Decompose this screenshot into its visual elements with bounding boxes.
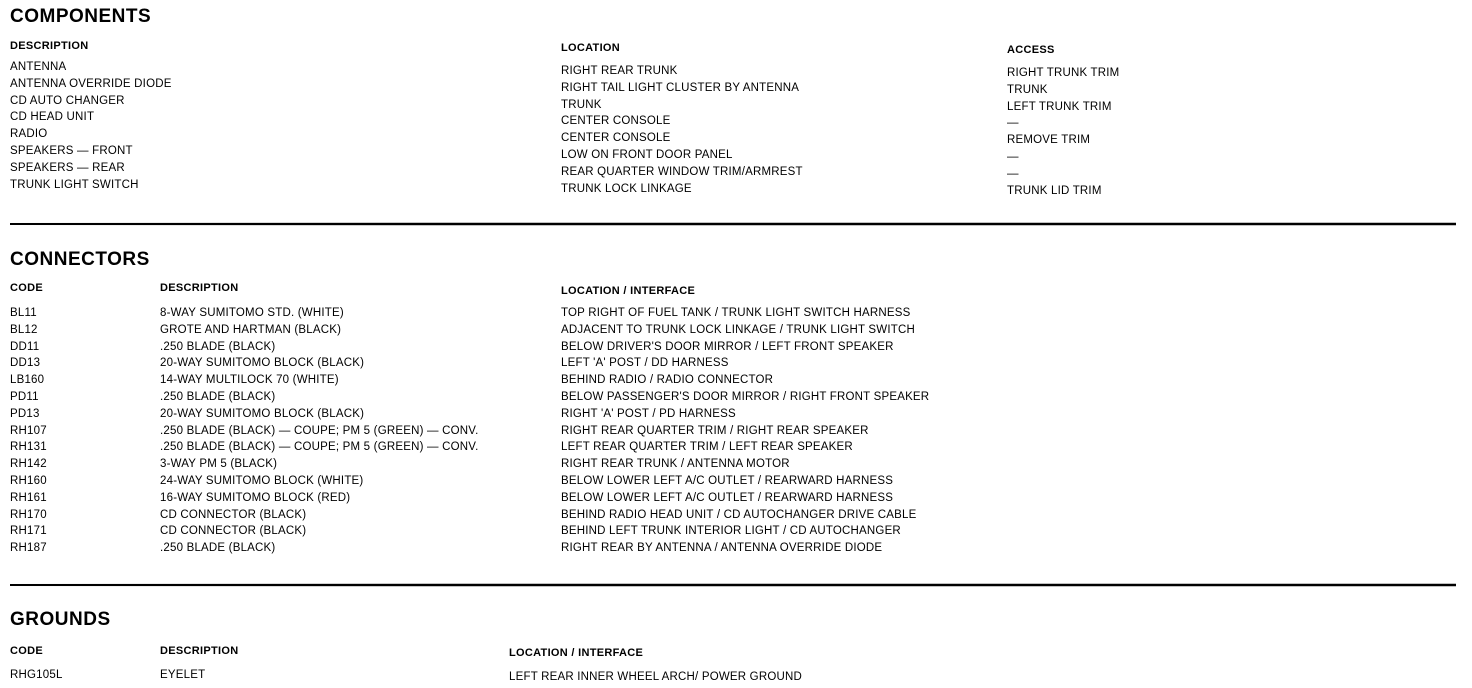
table-cell: CD CONNECTOR (BLACK) xyxy=(160,508,307,521)
table-cell: BEHIND RADIO / RADIO CONNECTOR xyxy=(561,374,774,387)
table-cell: 3-WAY PM 5 (BLACK) xyxy=(160,458,278,471)
table-cell: .250 BLADE (BLACK) xyxy=(160,390,276,403)
grounds-description-header: DESCRIPTION xyxy=(160,645,239,657)
grounds-description-cell: EYELET xyxy=(160,669,206,681)
table-cell: RH142 xyxy=(10,458,47,471)
table-cell: RIGHT REAR BY ANTENNA / ANTENNA OVERRIDE DIODE xyxy=(561,542,883,555)
table-cell: DD13 xyxy=(10,357,41,370)
list-item: — xyxy=(1007,150,1019,163)
grounds-location-header: LOCATION / INTERFACE xyxy=(509,647,644,659)
list-item: LEFT TRUNK TRIM xyxy=(1007,100,1112,113)
table-cell: ADJACENT TO TRUNK LOCK LINKAGE / TRUNK LIGHT SWITCH xyxy=(561,323,915,336)
list-item: LOW ON FRONT DOOR PANEL xyxy=(561,148,733,161)
table-cell: GROTE AND HARTMAN (BLACK) xyxy=(160,323,342,336)
table-cell: 8-WAY SUMITOMO STD. (WHITE) xyxy=(160,307,344,319)
grounds-code-cell: RHG105L xyxy=(10,669,63,681)
table-cell: LEFT REAR QUARTER TRIM / LEFT REAR SPEAKER xyxy=(561,441,853,454)
table-cell: .250 BLADE (BLACK) xyxy=(160,542,276,555)
components-title: COMPONENTS xyxy=(10,6,152,27)
table-cell: .250 BLADE (BLACK) — COUPE; PM 5 (GREEN) — CONV. xyxy=(160,441,479,454)
table-cell: BELOW LOWER LEFT A/C OUTLET / REARWARD HARNESS xyxy=(561,491,894,504)
list-item: — xyxy=(1007,167,1019,180)
table-cell: PD11 xyxy=(10,390,39,403)
components-location-column xyxy=(561,63,803,197)
list-item: CD HEAD UNIT xyxy=(10,111,95,124)
table-cell: 20-WAY SUMITOMO BLOCK (BLACK) xyxy=(160,407,365,420)
connectors-code-header: CODE xyxy=(10,282,43,294)
list-item: TRUNK xyxy=(561,98,602,111)
list-item: TRUNK LID TRIM xyxy=(1007,184,1102,197)
list-item: CENTER CONSOLE xyxy=(561,115,671,128)
list-item: RIGHT REAR TRUNK xyxy=(561,65,678,77)
table-cell: RH161 xyxy=(10,491,47,504)
table-cell: 14-WAY MULTILOCK 70 (WHITE) xyxy=(160,374,339,387)
table-cell: RIGHT 'A' POST / PD HARNESS xyxy=(561,407,736,420)
grounds-title: GROUNDS xyxy=(10,609,111,630)
grounds-location-cell: LEFT REAR INNER WHEEL ARCH/ POWER GROUND xyxy=(509,671,802,683)
table-cell: BELOW LOWER LEFT A/C OUTLET / REARWARD HARNESS xyxy=(561,474,894,487)
section-divider xyxy=(10,584,1456,586)
components-description-header: DESCRIPTION xyxy=(10,40,89,52)
list-item: TRUNK xyxy=(1007,83,1048,96)
list-item: CD AUTO CHANGER xyxy=(10,94,125,107)
list-item: RADIO xyxy=(10,128,48,141)
connectors-description-header: DESCRIPTION xyxy=(160,282,239,294)
list-item: ANTENNA xyxy=(10,61,67,73)
list-item: REMOVE TRIM xyxy=(1007,134,1091,147)
list-item: RIGHT TAIL LIGHT CLUSTER BY ANTENNA xyxy=(561,81,800,94)
components-description-column xyxy=(10,59,172,193)
table-cell: PD13 xyxy=(10,407,40,420)
table-cell: BELOW DRIVER'S DOOR MIRROR / LEFT FRONT SPEAKER xyxy=(561,340,894,353)
list-item: CENTER CONSOLE xyxy=(561,132,671,145)
connectors-code-column xyxy=(10,305,47,557)
list-item: TRUNK LIGHT SWITCH xyxy=(10,178,139,191)
list-item: RIGHT TRUNK TRIM xyxy=(1007,67,1120,79)
connectors-location-header: LOCATION / INTERFACE xyxy=(561,285,696,297)
table-cell: CD CONNECTOR (BLACK) xyxy=(160,525,307,538)
table-cell: BL12 xyxy=(10,323,38,336)
table-cell: RH171 xyxy=(10,525,47,538)
table-cell: TOP RIGHT OF FUEL TANK / TRUNK LIGHT SWITCH HARNESS xyxy=(561,307,911,319)
table-cell: LEFT 'A' POST / DD HARNESS xyxy=(561,357,729,370)
table-cell: RH170 xyxy=(10,508,47,521)
list-item: REAR QUARTER WINDOW TRIM/ARMREST xyxy=(561,165,803,178)
table-cell: RH107 xyxy=(10,424,47,437)
list-item: SPEAKERS — REAR xyxy=(10,161,125,174)
grounds-code-header: CODE xyxy=(10,645,43,657)
components-access-column xyxy=(1007,65,1119,199)
table-cell: RIGHT REAR QUARTER TRIM / RIGHT REAR SPEAKER xyxy=(561,424,869,437)
list-item: TRUNK LOCK LINKAGE xyxy=(561,182,692,195)
table-cell: RH187 xyxy=(10,542,47,555)
connectors-title: CONNECTORS xyxy=(10,249,150,270)
table-cell: .250 BLADE (BLACK) — COUPE; PM 5 (GREEN) — CONV. xyxy=(160,424,479,437)
list-item: SPEAKERS — FRONT xyxy=(10,144,133,157)
table-cell: BEHIND RADIO HEAD UNIT / CD AUTOCHANGER DRIVE CABLE xyxy=(561,508,917,521)
table-cell: BELOW PASSENGER'S DOOR MIRROR / RIGHT FRONT SPEAKER xyxy=(561,390,930,403)
table-cell: DD11 xyxy=(10,340,40,353)
table-cell: 24-WAY SUMITOMO BLOCK (WHITE) xyxy=(160,474,364,487)
components-location-header: LOCATION xyxy=(561,42,621,54)
table-cell: BL11 xyxy=(10,307,37,319)
table-cell: RH131 xyxy=(10,441,47,454)
table-cell: RH160 xyxy=(10,474,47,487)
connectors-description-column xyxy=(160,305,478,557)
connectors-location-column xyxy=(561,305,929,557)
table-cell: LB160 xyxy=(10,374,45,387)
table-cell: 20-WAY SUMITOMO BLOCK (BLACK) xyxy=(160,357,365,370)
table-cell: .250 BLADE (BLACK) xyxy=(160,340,276,353)
table-cell: BEHIND LEFT TRUNK INTERIOR LIGHT / CD AUTOCHANGER xyxy=(561,525,901,538)
table-cell: RIGHT REAR TRUNK / ANTENNA MOTOR xyxy=(561,458,790,471)
section-divider xyxy=(10,223,1456,225)
list-item: ANTENNA OVERRIDE DIODE xyxy=(10,77,172,90)
components-access-header: ACCESS xyxy=(1007,44,1055,56)
table-cell: 16-WAY SUMITOMO BLOCK (RED) xyxy=(160,491,351,504)
list-item: — xyxy=(1007,117,1019,130)
